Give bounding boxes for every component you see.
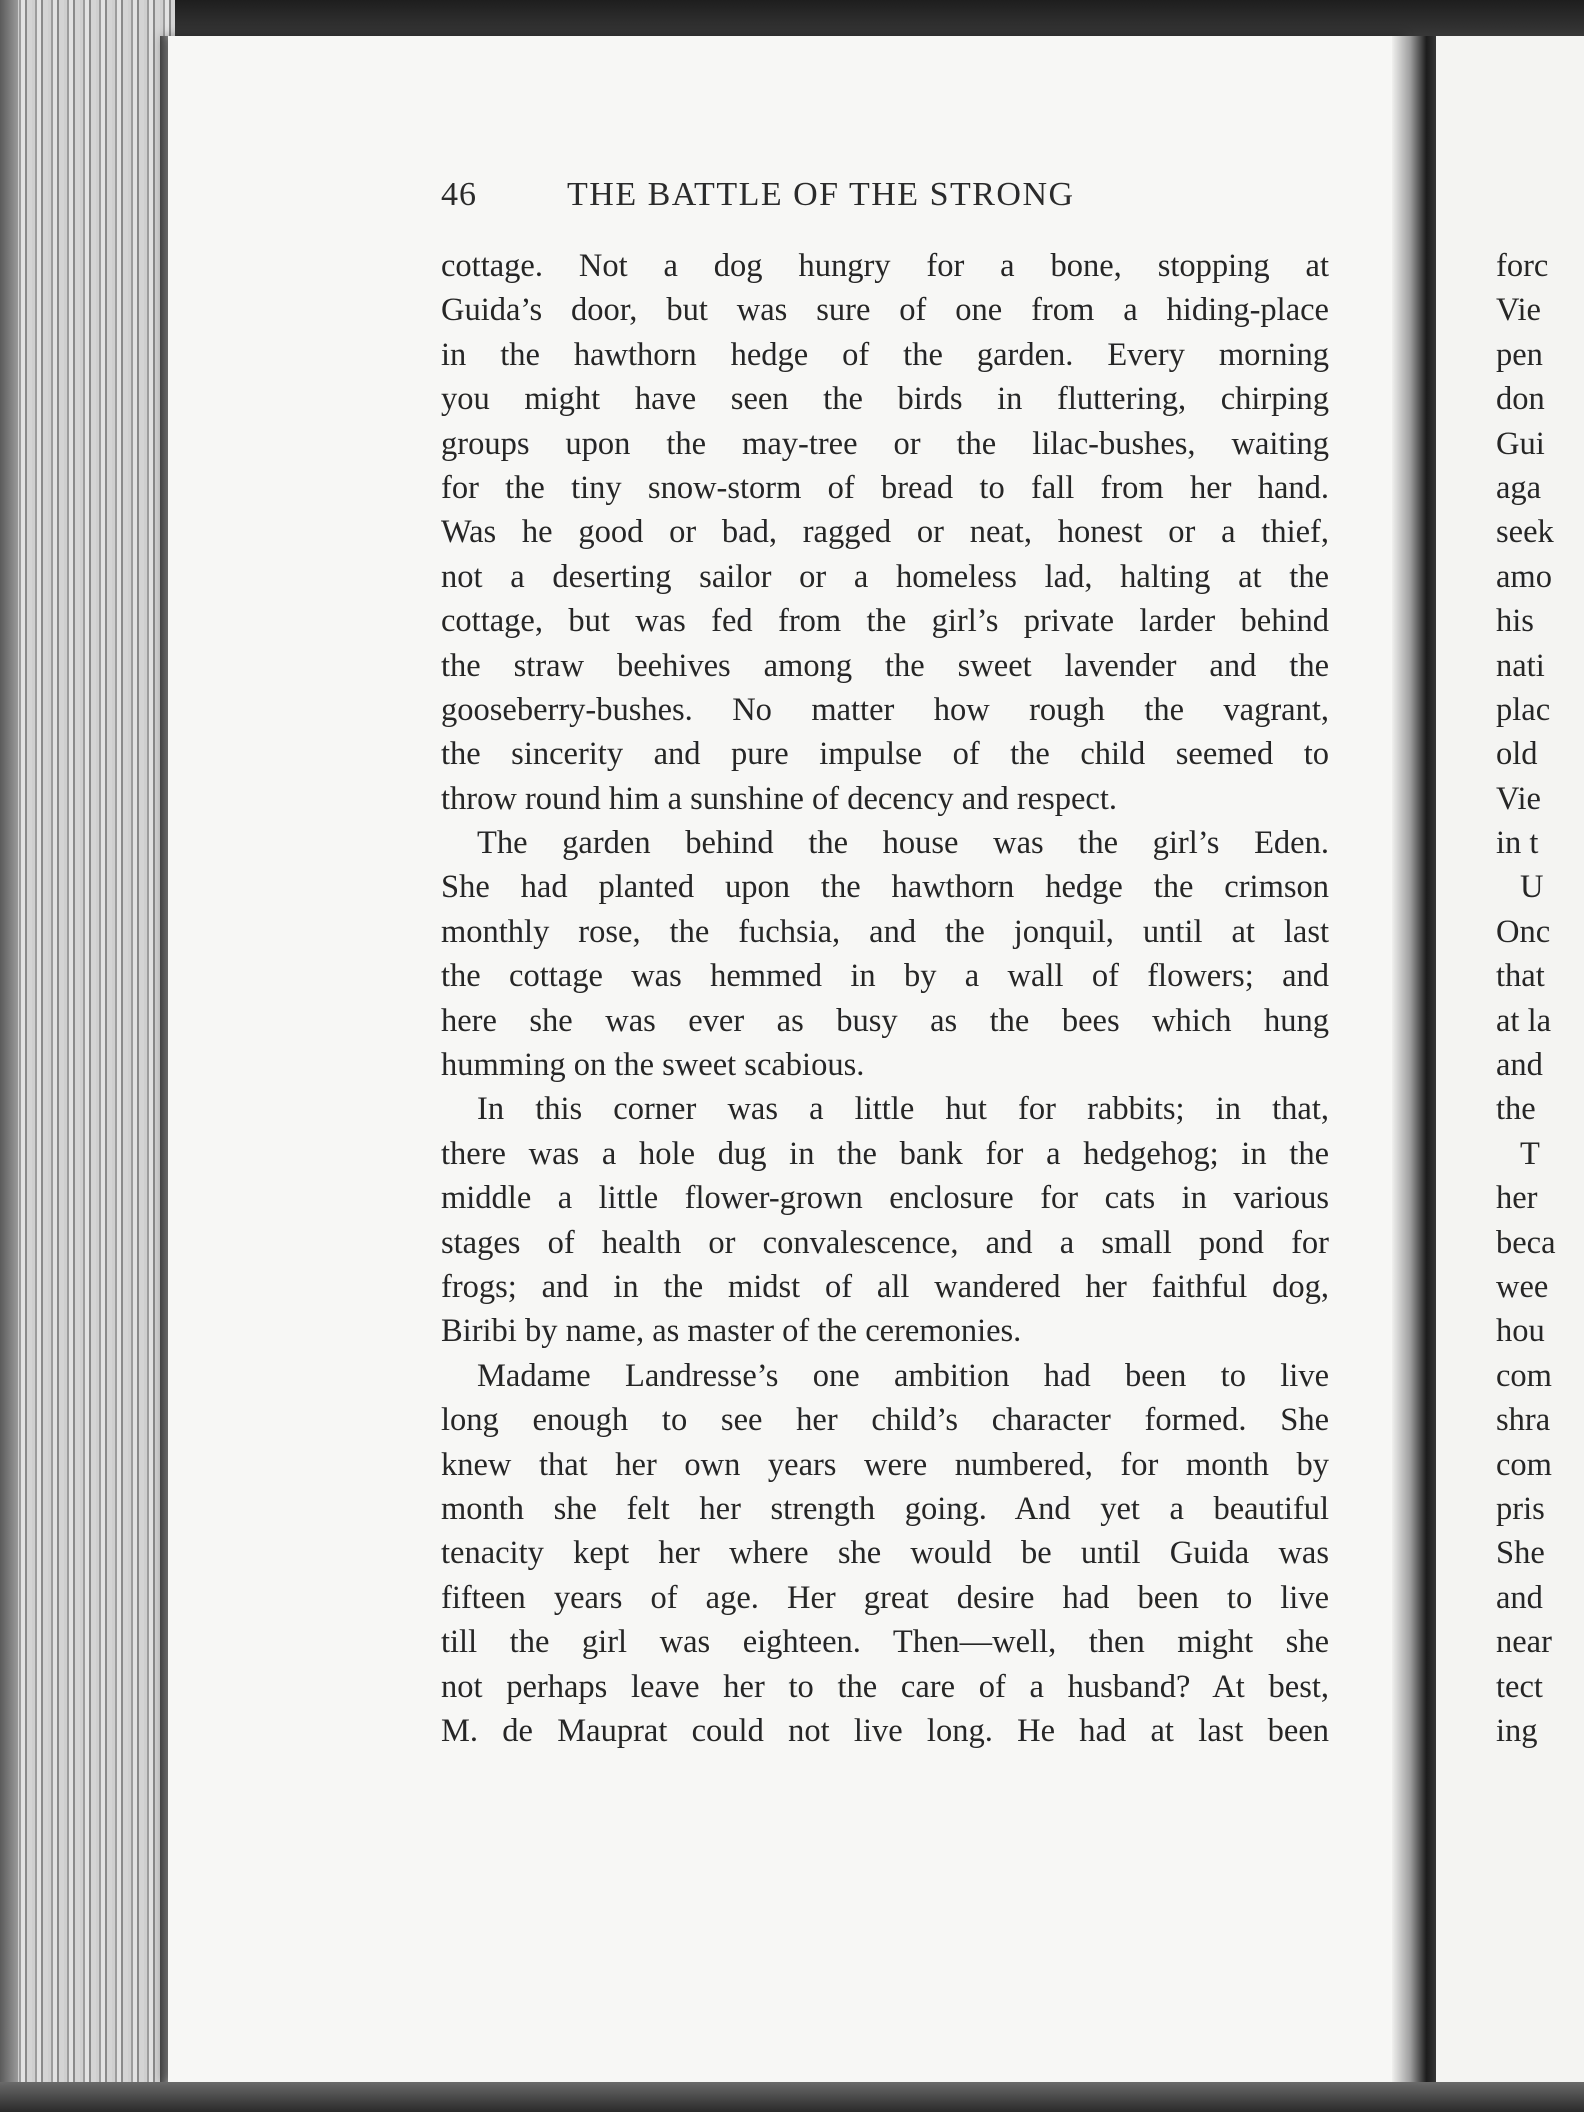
page-stack-edge: [0, 0, 175, 2112]
text-line: for the tiny snow-storm of bread to fall from her hand.: [441, 469, 1329, 506]
text-fragment-line: hou: [1496, 1313, 1545, 1350]
text-line: tenacity kept her where she would be until Guida was: [441, 1535, 1329, 1572]
running-title: THE BATTLE OF THE STRONG: [567, 176, 1075, 213]
text-line: the sincerity and pure impulse of the child seemed to: [441, 736, 1329, 773]
text-fragment-line: in t: [1496, 825, 1539, 862]
text-fragment-line: her: [1496, 1180, 1538, 1217]
text-line: till the girl was eighteen. Then—well, then might she: [441, 1624, 1329, 1661]
text-line: In this corner was a little hut for rabbits; in that,: [477, 1091, 1329, 1128]
text-line: the straw beehives among the sweet lavender and the: [441, 647, 1329, 684]
text-line: fifteen years of age. Her great desire had been to live: [441, 1579, 1329, 1616]
text-line: stages of health or convalescence, and a small pond for: [441, 1224, 1329, 1261]
text-fragment-line: amo: [1496, 558, 1552, 595]
text-fragment-line: forc: [1496, 248, 1549, 284]
text-line: Guida’s door, but was sure of one from a hiding-place: [441, 292, 1329, 329]
text-line: knew that her own years were numbered, for month by: [441, 1446, 1329, 1483]
page-header: [441, 176, 1331, 220]
book-gutter: [1392, 36, 1438, 2096]
text-fragment-line: shra: [1496, 1402, 1551, 1439]
text-fragment-line: T: [1520, 1135, 1540, 1172]
text-fragment-line: plac: [1496, 691, 1551, 728]
scan-top-border: [0, 0, 1584, 40]
text-fragment-line: the: [1496, 1091, 1536, 1128]
scan-left-border: [0, 0, 18, 2112]
text-line: middle a little flower-grown enclosure for cats in various: [441, 1180, 1329, 1217]
text-fragment-line: near: [1496, 1624, 1552, 1661]
text-line: She had planted upon the hawthorn hedge the crimson: [441, 869, 1329, 906]
text-fragment-line: pris: [1496, 1490, 1545, 1527]
text-fragment-line: his: [1496, 603, 1534, 640]
text-fragment-line: pen: [1496, 336, 1543, 373]
text-line: cottage, but was fed from the girl’s private larder behind: [441, 603, 1329, 640]
text-fragment-line: tect: [1496, 1668, 1543, 1705]
text-fragment-line: aga: [1496, 469, 1542, 506]
text-fragment-line: that: [1496, 958, 1545, 995]
text-line: monthly rose, the fuchsia, and the jonquil, until at last: [441, 913, 1329, 950]
text-fragment-line: and: [1496, 1047, 1543, 1084]
text-line: in the hawthorn hedge of the garden. Every morning: [441, 336, 1329, 373]
text-fragment-line: Vie: [1496, 780, 1541, 817]
text-fragment-line: U: [1520, 869, 1544, 906]
text-line: Was he good or bad, ragged or neat, honest or a thief,: [441, 514, 1329, 551]
text-fragment-line: com: [1496, 1446, 1552, 1483]
text-line: The garden behind the house was the girl’s Eden.: [477, 825, 1329, 862]
text-line: humming on the sweet scabious.: [441, 1047, 865, 1084]
left-page-text: [441, 244, 1329, 1753]
text-line: frogs; and in the midst of all wandered her faithful dog,: [441, 1268, 1329, 1305]
text-fragment-line: Gui: [1496, 425, 1545, 462]
scan-bottom-border: [0, 2082, 1584, 2112]
text-fragment-line: at la: [1496, 1002, 1552, 1039]
text-line: Biribi by name, as master of the ceremonies.: [441, 1313, 1022, 1350]
page-number: 46: [441, 176, 477, 213]
text-line: throw round him a sunshine of decency and respect.: [441, 780, 1117, 817]
right-page-text-fragment: [1496, 244, 1584, 1753]
text-fragment-line: She: [1496, 1535, 1545, 1572]
text-fragment-line: wee: [1496, 1268, 1549, 1305]
text-line: month she felt her strength going. And yet a beautiful: [441, 1490, 1329, 1527]
text-line: not perhaps leave her to the care of a husband? At best,: [441, 1668, 1329, 1705]
text-fragment-line: com: [1496, 1357, 1552, 1394]
text-line: M. de Mauprat could not live long. He had at last been: [441, 1712, 1329, 1749]
text-line: not a deserting sailor or a homeless lad, halting at the: [441, 558, 1329, 595]
text-fragment-line: Onc: [1496, 913, 1551, 950]
text-fragment-line: old: [1496, 736, 1538, 773]
text-line: there was a hole dug in the bank for a hedgehog; in the: [441, 1135, 1329, 1172]
text-line: the cottage was hemmed in by a wall of flowers; and: [441, 958, 1329, 995]
text-line: groups upon the may-tree or the lilac-bushes, waiting: [441, 425, 1329, 462]
text-fragment-line: nati: [1496, 647, 1545, 684]
text-fragment-line: Vie: [1496, 292, 1541, 329]
text-line: gooseberry-bushes. No matter how rough the vagrant,: [441, 691, 1329, 728]
text-line: long enough to see her child’s character formed. She: [441, 1402, 1329, 1439]
text-fragment-line: beca: [1496, 1224, 1556, 1261]
text-line: Madame Landresse’s one ambition had been to live: [477, 1357, 1329, 1394]
text-line: here she was ever as busy as the bees which hung: [441, 1002, 1329, 1039]
text-line: cottage. Not a dog hungry for a bone, stopping at: [441, 248, 1329, 284]
text-fragment-line: ing: [1496, 1712, 1538, 1749]
text-fragment-line: and: [1496, 1579, 1543, 1616]
text-fragment-line: don: [1496, 381, 1545, 418]
text-fragment-line: seek: [1496, 514, 1554, 551]
text-line: you might have seen the birds in fluttering, chirping: [441, 381, 1329, 418]
